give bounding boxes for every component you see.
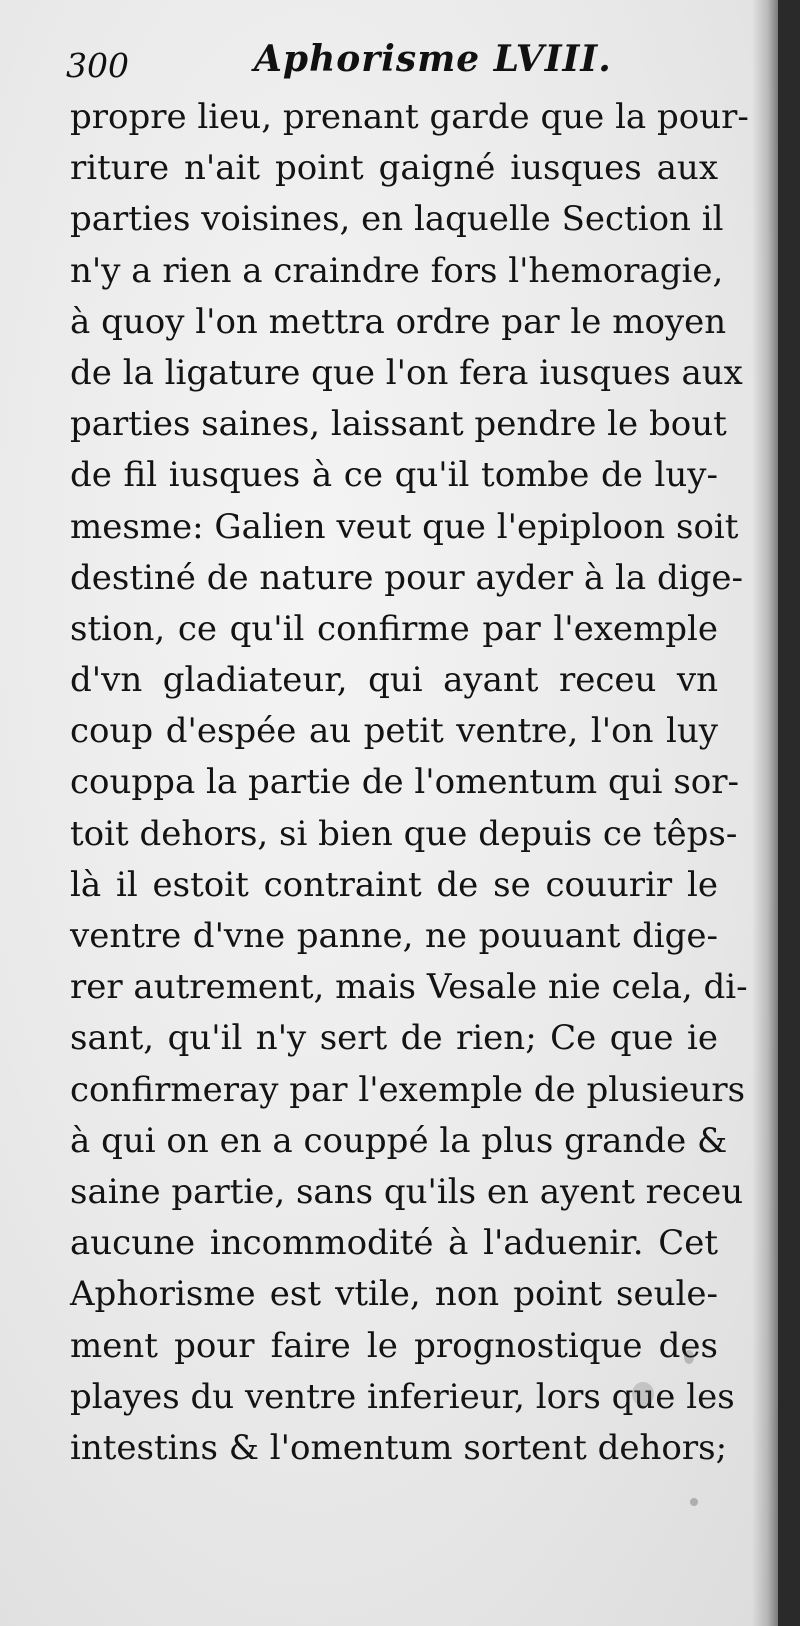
- text-line: de fil iusques à ce qu'il tombe de luy-: [70, 455, 718, 496]
- text-line: toit dehors, si bien que depuis ce têps-: [70, 813, 738, 854]
- text-line: d'vn gladiateur, qui ayant receu vn: [70, 660, 718, 701]
- text-line: saine partie, sans qu'ils en ayent receu: [70, 1171, 744, 1212]
- page-header: [66, 38, 706, 90]
- text-line: couppa la partie de l'omentum qui sor-: [70, 762, 739, 803]
- text-line: mesme: Galien veut que l'epiploon soit: [70, 506, 739, 547]
- text-line: parties voisines, en laquelle Section il: [70, 199, 724, 240]
- text-line: propre lieu, prenant garde que la pour-: [70, 97, 749, 137]
- running-title: Aphorisme LVIII.: [254, 38, 612, 80]
- ink-mark: [684, 1350, 694, 1364]
- text-line: ventre d'vne panne, ne pouuant dige-: [70, 916, 718, 956]
- text-line: riture n'ait point gaigné iusques aux: [70, 148, 718, 189]
- body-text: [70, 92, 749, 1474]
- text-line: Aphorisme est vtile, non point seule-: [70, 1274, 718, 1315]
- text-line: aucune incommodité à l'aduenir. Cet: [70, 1223, 718, 1264]
- text-line: rer autrement, mais Vesale nie cela, di-: [70, 967, 748, 1008]
- text-line: playes du ventre inferieur, lors que les: [70, 1376, 735, 1417]
- text-line: destiné de nature pour ayder à la dige-: [70, 557, 743, 598]
- text-line: à quoy l'on mettra ordre par le moyen: [70, 301, 727, 342]
- page-number: 300: [66, 46, 129, 85]
- page-edge-shadow: [752, 0, 778, 1626]
- text-line: parties saines, laissant pendre le bout: [70, 404, 727, 445]
- ink-dot: [690, 1498, 698, 1506]
- text-line: ment pour faire le prognostique des: [70, 1325, 718, 1366]
- text-line: intestins & l'omentum sortent dehors;: [70, 1427, 728, 1468]
- ink-blot: [632, 1382, 654, 1406]
- text-line: de la ligature que l'on fera iusques aux: [70, 352, 743, 393]
- text-line: coup d'espée au petit ventre, l'on luy: [70, 711, 718, 752]
- text-line: n'y a rien a craindre fors l'hemoragie,: [70, 250, 724, 291]
- text-line: confirmeray par l'exemple de plusieurs: [70, 1069, 746, 1110]
- text-line: stion, ce qu'il confirme par l'exemple: [70, 608, 718, 649]
- text-line: sant, qu'il n'y sert de rien; Ce que ie: [70, 1018, 718, 1059]
- text-line: là il estoit contraint de se couurir le: [70, 864, 718, 905]
- text-line: à qui on en a couppé la plus grande &: [70, 1120, 728, 1161]
